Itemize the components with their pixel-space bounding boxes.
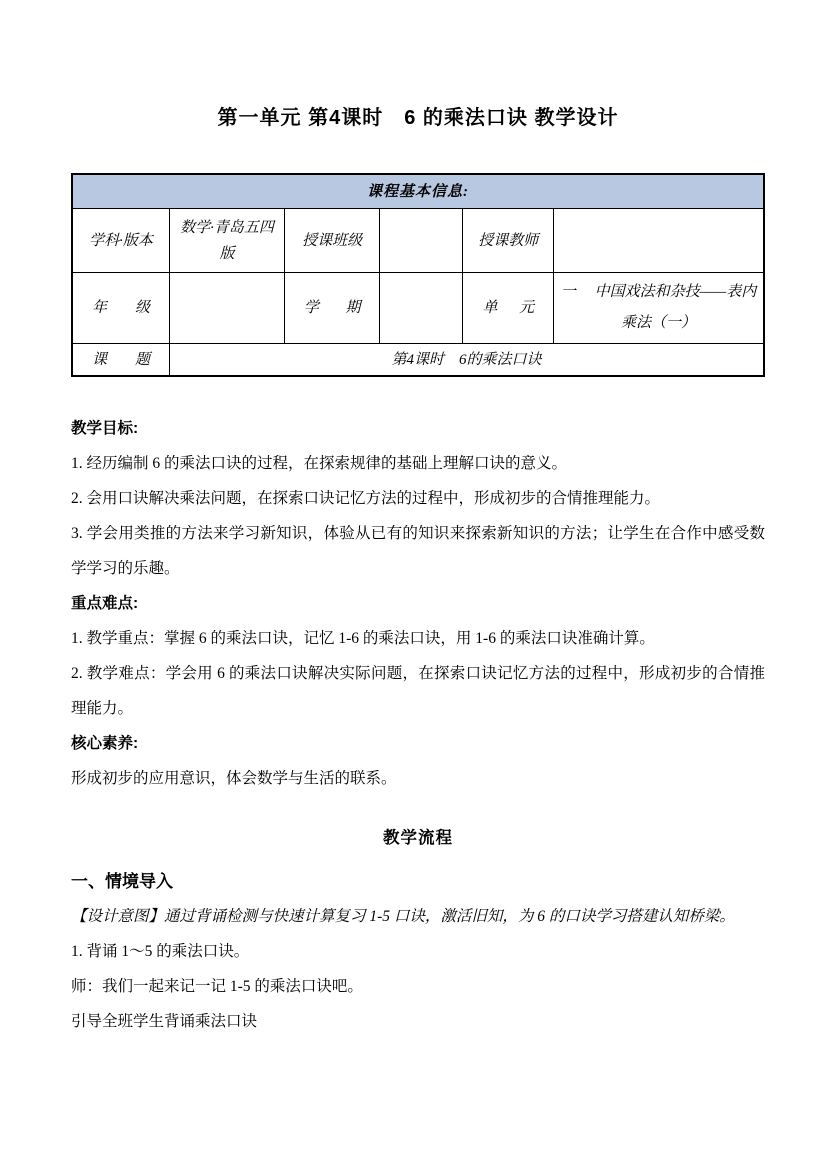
term-label-text: 学 期 bbox=[303, 299, 361, 316]
topic-value: 第4课时 6的乘法口诀 bbox=[170, 344, 764, 377]
table-row bbox=[72, 273, 764, 344]
teacher-value bbox=[554, 209, 764, 273]
key-points-heading: 重点难点: bbox=[71, 595, 139, 612]
document-body bbox=[71, 411, 765, 1039]
core-literacy-body: 形成初步的应用意识，体会数学与生活的联系。 bbox=[71, 770, 397, 787]
section-1-heading: 一、情境导入 bbox=[71, 872, 173, 891]
teacher-label: 授课教师 bbox=[463, 209, 554, 273]
teaching-class-label: 授课班级 bbox=[284, 209, 379, 273]
subject-version-label: 学科·版本 bbox=[72, 209, 170, 273]
process-line: 1. 背诵 1～5 的乘法口诀。 bbox=[71, 943, 250, 960]
subject-version-value: 数学·青岛五四版 bbox=[170, 209, 285, 273]
teaching-class-value bbox=[380, 209, 463, 273]
objective-item: 1. 经历编制 6 的乘法口诀的过程，在探索规律的基础上理解口诀的意义。 bbox=[71, 455, 568, 472]
term-value bbox=[380, 273, 463, 344]
key-point-item: 1. 教学重点：掌握 6 的乘法口诀，记忆 1-6 的乘法口诀，用 1-6 的乘法口诀准确计算。 bbox=[71, 630, 655, 647]
unit-label bbox=[463, 273, 554, 344]
table-row bbox=[72, 209, 764, 273]
course-info-table bbox=[71, 173, 765, 377]
objective-item: 2. 会用口诀解决乘法问题，在探索口诀记忆方法的过程中，形成初步的合情推理能力。 bbox=[71, 490, 661, 507]
grade-value bbox=[170, 273, 285, 344]
unit-label-text: 单 元 bbox=[482, 299, 535, 316]
process-line: 引导全班学生背诵乘法口诀 bbox=[71, 1013, 258, 1030]
grade-label bbox=[72, 273, 170, 344]
unit-value: 一 中国戏法和杂技——表内乘法（一） bbox=[554, 273, 764, 344]
key-point-item: 2. 教学难点：学会用 6 的乘法口诀解决实际问题，在探索口诀记忆方法的过程中，形成初步的合情推理能力。 bbox=[71, 665, 765, 717]
topic-label-text: 课 题 bbox=[92, 351, 151, 368]
topic-label bbox=[72, 344, 170, 377]
table-row bbox=[72, 344, 764, 377]
design-intent-paragraph: 【设计意图】通过背诵检测与快速计算复习 1-5 口诀，激活旧知，为 6 的口诀学习搭建认知桥梁。 bbox=[71, 908, 735, 925]
table-header-row bbox=[72, 174, 764, 209]
table-header-label: 课程基本信息: bbox=[72, 174, 764, 209]
objective-item: 3. 学会用类推的方法来学习新知识，体验从已有的知识来探索新知识的方法；让学生在合作中感受数学学习的乐趣。 bbox=[71, 525, 765, 577]
teaching-process-heading: 教学流程 bbox=[383, 829, 453, 847]
document-title: 第一单元 第4课时 6 的乘法口诀 教学设计 bbox=[217, 107, 619, 129]
grade-label-text: 年 级 bbox=[92, 299, 151, 316]
process-line: 师：我们一起来记一记 1-5 的乘法口诀吧。 bbox=[71, 978, 363, 995]
term-label bbox=[284, 273, 379, 344]
core-literacy-heading: 核心素养: bbox=[71, 735, 139, 752]
objectives-heading: 教学目标: bbox=[71, 420, 139, 437]
